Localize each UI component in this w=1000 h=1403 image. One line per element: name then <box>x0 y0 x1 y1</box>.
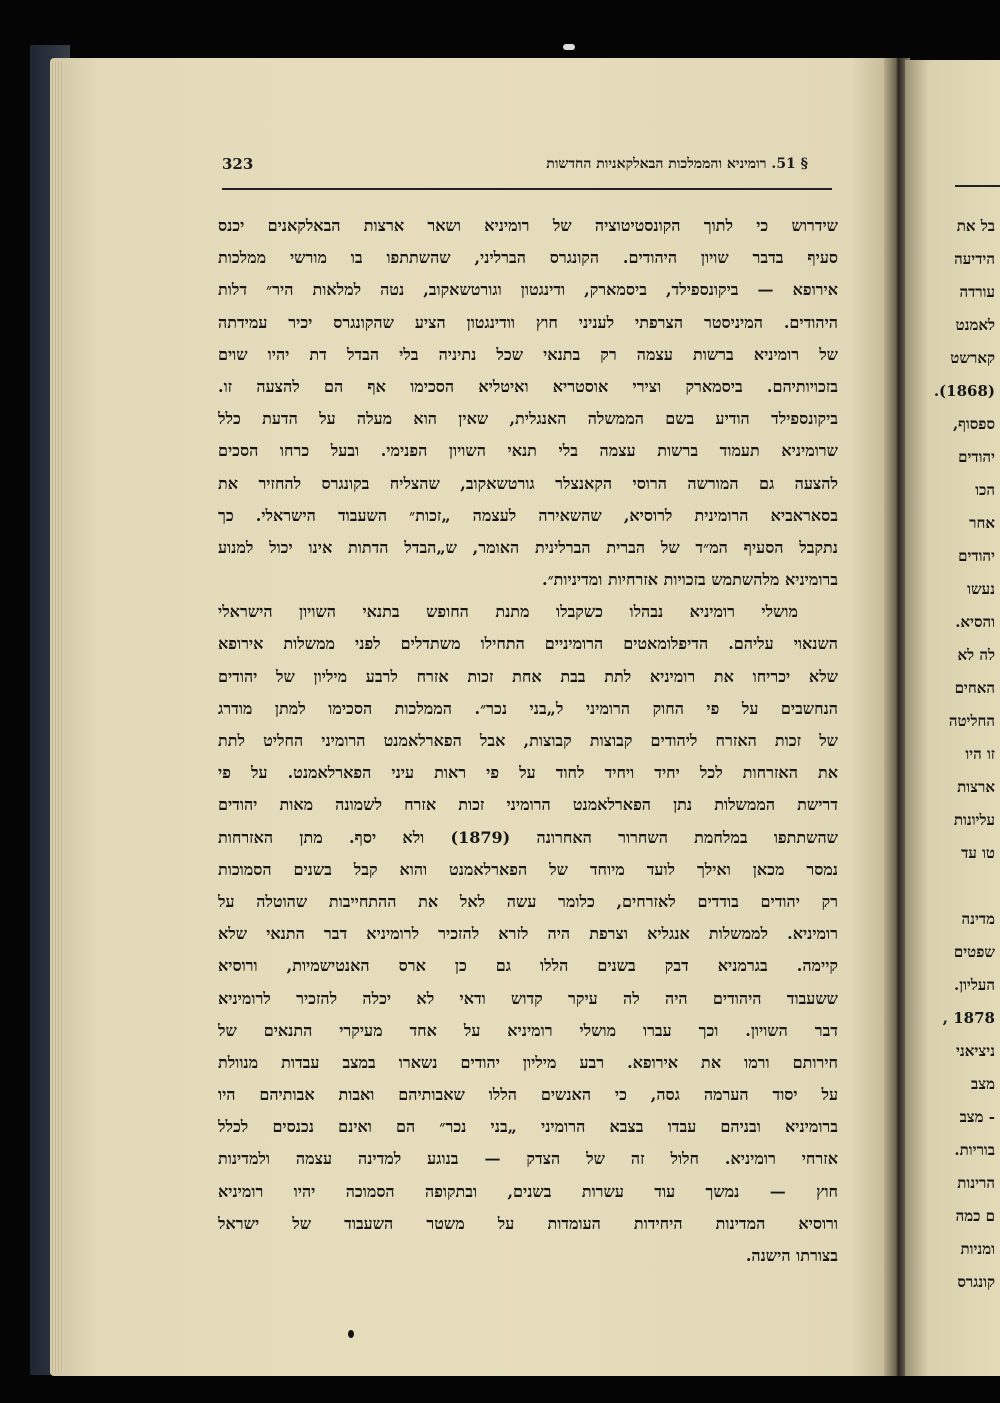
page-header <box>222 153 830 183</box>
facing-line: זו היו <box>965 745 995 763</box>
text-line: נמסר מכאן ואילך לועד מיוחד של הפארלאמנט והוא קבל בשנים הסמוכות <box>218 859 838 879</box>
facing-page-header-rule <box>955 185 1000 187</box>
facing-line: טו עד <box>961 844 995 862</box>
facing-line: ניציאני <box>955 1042 995 1060</box>
text-line: דרישת הממשלות נתן הפארלאמנט הרומיני זכות אזרח לשמונה מאות יהודים <box>218 795 838 815</box>
text-line: מושלי רומיניא נבהלו כשקבלו מתנת החופש בתנאי השויון הישראלי <box>218 602 798 622</box>
text-line: אזרחי רומיניא. חלול זה של הצדק — בנוגע למדינה עצמה ולמדינות <box>218 1149 838 1169</box>
ink-dot <box>348 1330 354 1338</box>
text-line: הנחשבים על פי החוק הרומיני ל„בני נכר״. הממלכות הסכימו למתן מודרג <box>218 698 838 718</box>
text-line: של רומיניא ברשות עצמה רק בתנאי שכל נתיניה בלי הבדל דת יהיו שוים <box>218 344 838 364</box>
facing-line: יהודים <box>958 448 995 466</box>
facing-line: האחים <box>954 679 995 697</box>
facing-line: נעשו <box>967 580 995 598</box>
body-text <box>218 210 838 1272</box>
facing-line: (1868). <box>933 382 995 400</box>
text-line: בצורתו הישנה. <box>745 1246 838 1265</box>
text-line: אירופא — ביקונספילד, ביסמארק, ודינגטון וגורטשאקוב, נטה למלאות היר״ דלות <box>218 280 838 300</box>
facing-line: בל את <box>956 217 995 235</box>
text-line: ברומיניא מלהשתמש בזכויות אזרחיות ומדיניות״. <box>542 570 838 590</box>
text-line: נתקבל הסעיף המ״ד של הברית הברלינית האומר, ש„הבדל הדתות אינו יכול למנוע <box>218 537 838 557</box>
binding-mark <box>563 44 575 50</box>
text-line: את האזרחות לכל יחיד ויחיד לחוד על פי ראות עיני הפארלאמנט. על פי <box>218 763 838 783</box>
header-rule <box>222 188 832 190</box>
facing-line: הרינות <box>957 1174 995 1192</box>
text-line: של זכות האזרח ליהודים קבוצות קבוצות, אבל הפארלאמנט הרומיני החליט לתת <box>218 731 838 750</box>
text-line: ורוסיא המדינות היחידות העומדות על משטר השעבוד של ישראל <box>218 1213 838 1233</box>
text-line: שידרוש כי לתוך הקונסטיטוציה של רומיניא ושאר ארצות הבאלקאנים יכנס <box>218 216 838 235</box>
text-line: חוץ — נמשך עוד עשרות בשנים, ובתקופה הסמוכה יהיו רומיניא <box>218 1181 838 1201</box>
facing-line: בוריות. <box>954 1141 995 1159</box>
text-line: על יסוד הערמה גסה, כי האנשים הללו שאבותיהם ואבות אבותיהם היו <box>218 1085 838 1105</box>
facing-line: ם כמה <box>955 1207 995 1225</box>
text-line: השנאוי עליהם. הדיפלומאטים הרומיניים התחילו משתדלים לפני ממשלות אירופא <box>218 634 838 654</box>
facing-line: קונגרס <box>957 1273 995 1291</box>
facing-line: עליונות <box>953 811 995 829</box>
facing-line: אחר <box>969 514 995 532</box>
facing-line: מצב <box>971 1075 995 1093</box>
facing-line: והסיא. <box>955 613 995 631</box>
facing-line: לה לא <box>957 646 995 664</box>
facing-line <box>905 870 995 903</box>
running-head: § 51. רומיניא והממלכות הבאלקאניות החדשות <box>546 156 808 172</box>
text-line: בזכויותיהם. ביסמארק וצירי אוסטריא ואיטליא הסכימו אף הם להצעה זו. <box>218 376 838 396</box>
facing-line: קארשט <box>950 349 995 367</box>
text-line: להצעה גם המורשה הרוסי הקאנצלר גורטשאקוב, שהצליח בקונגרס להחזיר את <box>218 473 838 493</box>
text-line: שרומיניא תעמוד ברשות עצמה בלי תנאי השויון הפנימי. ובעל כרחו הסכים <box>218 441 838 461</box>
text-line: דבר השויון. וכך עברו מושלי רומיניא על אחד מעיקרי התנאים של <box>218 1020 838 1040</box>
facing-line: הכו <box>975 481 995 499</box>
facing-page-text <box>905 210 995 1299</box>
facing-line: יהודים <box>958 547 995 565</box>
facing-line: עורדה <box>959 283 995 301</box>
text-line: ששעבוד היהודים היה לה עיקר קדוש ודאי לא יכלה להזכיר לרומיניא <box>218 988 838 1008</box>
page-number: 323 <box>222 155 254 173</box>
facing-line: 1878 , <box>942 1009 995 1027</box>
facing-line: הידיעה <box>954 250 995 268</box>
text-line: רומיניא. לממשלות אנגליא וצרפת היה לזרא להזכיר לרומיניא דבר התנאי שלא <box>218 924 838 944</box>
facing-line: מדינה <box>961 910 995 928</box>
facing-line: ספסוף, <box>952 415 995 433</box>
facing-line: החליטה <box>948 712 995 730</box>
facing-line: ומניות <box>960 1240 995 1258</box>
facing-page <box>905 60 1000 1376</box>
text-line: חירותם ורמו את אירופא. רבע מיליון יהודים נשארו במצב עבדות מנוולת <box>218 1052 838 1072</box>
page-edges <box>50 62 64 1372</box>
text-line: רק יהודים בודדים לאזרחים, כלומר עשה לאל את ההתחייבות שהוטלה על <box>218 891 838 911</box>
text-line: קיימה. בגרמניא דבק בשנים הללו גם כן ארס האנטישמיות, ורוסיא <box>218 956 838 976</box>
facing-line: העליון. <box>954 976 995 994</box>
facing-line: - מצב <box>959 1108 995 1126</box>
facing-line: ארצות <box>957 778 995 796</box>
text-line: ביקונספילד הודיע בשם הממשלה האנגלית, שאין הוא מעלה על הדעת כלל <box>218 409 838 429</box>
facing-line: שפטים <box>953 943 995 961</box>
facing-line: לאמנט <box>955 316 995 334</box>
text-line: שלא יכריחו את רומיניא לתת בבת אחת זכות אזרח לרבע מיליון של יהודים <box>218 666 838 686</box>
text-line: בסאראביא הרומינית לרוסיא, שהשאירה לעצמה „זכות״ השעבוד הישראלי. כך <box>218 505 838 525</box>
text-line: היהודים. המיניסטר הצרפתי לעניני חוץ וודינגטון הציע שהקונגרס יכיר עמידתה <box>218 312 838 332</box>
text-line: ברומיניא ובניהם עבדו בצבא הרומיני „בני נכר״ הם ואינם נכנסים לכלל <box>218 1117 838 1137</box>
text-line: סעיף בדבר שויון היהודים. הקונגרס הברליני, שהשתתפו בו מורשי ממלכות <box>218 248 838 268</box>
text-line: שהשתתפו במלחמת השחרור האחרונה (1879) ולא יסף. מתן האזרחות <box>218 827 838 847</box>
